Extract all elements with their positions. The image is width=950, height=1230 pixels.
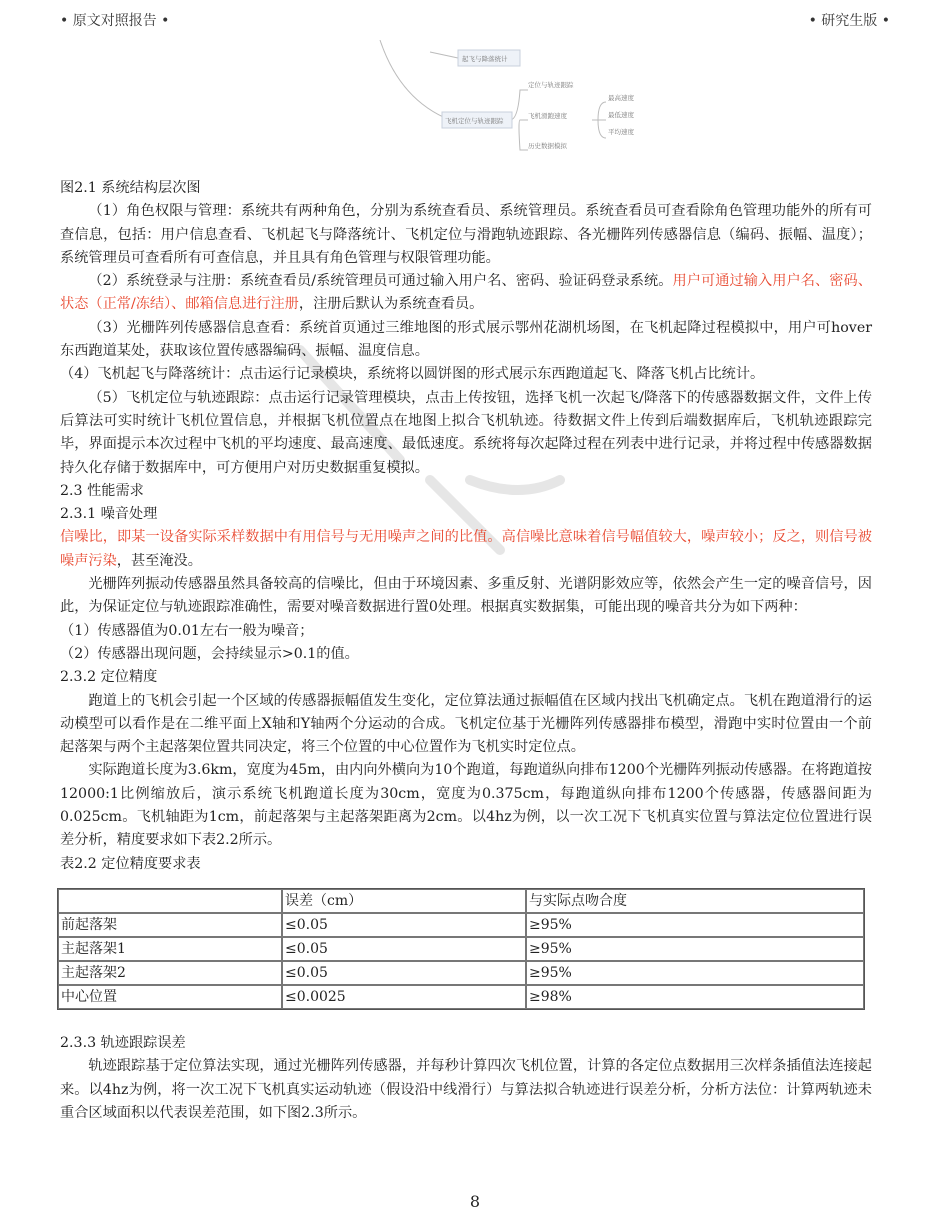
list-item: （1）传感器值为0.01左右一般为噪音； <box>60 622 314 639</box>
table-header: 误差（cm） <box>282 889 526 913</box>
diagram-node-label: 最高速度 <box>608 94 634 102</box>
diagram-node-label: 最低速度 <box>608 111 634 119</box>
text-run: （2）系统登录与注册：系统查看员/系统管理员可通过输入用户名、密码、验证码登录系统。 <box>88 273 673 290</box>
paragraph: （1）角色权限与管理：系统共有两种角色，分别为系统查看员、系统管理员。系统查看员可查看除角色管理功能外的所有可查信息，包括：用户信息查看、飞机起飞与降落统计、飞机定位与滑跑轨迹跟踪、各光栅阵列传感器信息（编码、振幅、温度）；系统管理员可查看所有可查信息，并且具有角色管理与权限管理功能。 <box>60 203 872 266</box>
table-cell: ≤0.05 <box>282 937 526 961</box>
diagram-node-label: 平均速度 <box>608 128 634 136</box>
diagram-node-label: 历史数据模拟 <box>528 142 567 150</box>
precision-table <box>57 888 865 1010</box>
paragraph: 实际跑道长度为3.6km，宽度为45m，由内向外横向为10个跑道，每跑道纵向排布1200个光栅阵列振动传感器。在将跑道按12000:1比例缩放后，演示系统飞机跑道长度为30cm，宽度为0.375cm，每跑道纵向排布1200个传感器，传感器间距为0.025cm。飞机轴距为1cm，前起落架与主起落架距离为2cm。以4hz为例，以一次工况下飞机真实位置与算法定位位置进行误差分析，精度要求如下表2.2所示。 <box>60 762 872 849</box>
table-row <box>58 913 864 937</box>
table-header: 与实际点吻合度 <box>526 889 864 913</box>
paragraph: 轨迹跟踪基于定位算法实现，通过光栅阵列传感器，并每秒计算四次飞机位置，计算的各定位点数据用三次样条插值法连接起来。以4hz为例，将一次工况下飞机真实运动轨迹（假设沿中线滑行）与算法拟合轨迹进行误差分析，分析方法位：计算两轨迹未重合区域面积以代表误差范围，如下图2.3所示。 <box>60 1058 872 1121</box>
diagram-node-label: 飞机定位与轨迹跟踪 <box>445 117 504 125</box>
header-right: • 研究生版 • <box>808 13 890 29</box>
text-run: ，注册后默认为系统查看员。 <box>298 296 484 313</box>
table-cell: ≤0.0025 <box>282 985 526 1009</box>
subsection-heading: 2.3.1 噪音处理 <box>60 506 158 523</box>
paragraph: （5）飞机定位与轨迹跟踪：点击运行记录管理模块，点击上传按钮，选择飞机一次起飞/降落下的传感器数据文件，文件上传后算法可实时统计飞机位置信息，并根据飞机位置点在地图上拟合飞机轨迹。待数据文件上传到后端数据库后，飞机轨迹跟踪完毕，界面提示本次过程中飞机的平均速度、最高速度、最低速度。系统将每次起降过程在列表中进行记录，并将过程中传感器数据持久化存储于数据库中，可方便用户对历史数据重复模拟。 <box>60 389 872 476</box>
page-number: 8 <box>469 1192 481 1211</box>
table-header-row <box>58 889 864 913</box>
table-cell: ≤0.05 <box>282 961 526 985</box>
table-cell: 中心位置 <box>58 985 282 1009</box>
diagram-node-label: 飞机滑跑速度 <box>528 112 567 120</box>
table-caption: 表2.2 定位精度要求表 <box>60 855 201 872</box>
paragraph: 光栅阵列振动传感器虽然具备较高的信噪比，但由于环境因素、多重反射、光谱阴影效应等，依然会产生一定的噪音信号，因此，为保证定位与轨迹跟踪准确性，需要对噪音数据进行置0处理。根据真实数据集，可能出现的噪音共分为如下两种： <box>60 576 872 616</box>
table-row <box>58 985 864 1009</box>
table-cell: 前起落架 <box>58 913 282 937</box>
text-run: ，甚至淹没。 <box>116 552 202 569</box>
highlighted-text: 用户可通过输入用户名、密码、状态（正常/冻结）、邮箱信息进行注册 <box>60 273 872 313</box>
table-cell: ≥95% <box>526 913 864 937</box>
table-header <box>58 889 282 913</box>
table-cell: 主起落架2 <box>58 961 282 985</box>
document-body <box>60 177 872 1125</box>
list-item: （2）传感器出现问题，会持续显示>0.1的值。 <box>60 645 359 662</box>
section-heading: 2.3 性能需求 <box>60 482 144 499</box>
paragraph <box>60 270 872 317</box>
table-cell: ≥95% <box>526 937 864 961</box>
figure-caption: 图2.1 系统结构层次图 <box>60 180 201 196</box>
diagram-node-label: 定位与轨迹跟踪 <box>528 81 574 89</box>
paragraph: 跑道上的飞机会引起一个区域的传感器振幅值发生变化，定位算法通过振幅值在区域内找出飞机确定点。飞机在跑道滑行的运动模型可以看作是在二维平面上X轴和Y轴两个分运动的合成。飞机定位基于光栅阵列传感器排布模型，滑跑中实时位置由一个前起落架与两个主起落架位置共同决定，将三个位置的中心位置作为飞机实时定位点。 <box>60 692 872 756</box>
table-cell: ≥98% <box>526 985 864 1009</box>
highlighted-text: 信噪比，即某一设备实际采样数据中有用信号与无用噪声之间的比值。高信噪比意味着信号幅值较大，噪声较小；反之，则信号被噪声污染 <box>60 529 872 569</box>
paragraph: （4）飞机起飞与降落统计：点击运行记录模块，系统将以圆饼图的形式展示东西跑道起飞、降落飞机占比统计。 <box>60 366 765 383</box>
table-row <box>58 961 864 985</box>
table-cell: ≥95% <box>526 961 864 985</box>
subsection-heading: 2.3.2 定位精度 <box>60 669 158 686</box>
subsection-heading: 2.3.3 轨迹跟踪误差 <box>60 1034 186 1051</box>
paragraph <box>60 526 872 573</box>
table-cell: ≤0.05 <box>282 913 526 937</box>
diagram-node-label: 起飞与降落统计 <box>462 55 508 63</box>
table-row <box>58 937 864 961</box>
system-structure-diagram <box>370 40 640 160</box>
table-cell: 主起落架1 <box>58 937 282 961</box>
paragraph: （3）光栅阵列传感器信息查看：系统首页通过三维地图的形式展示鄂州花湖机场图，在飞机起降过程模拟中，用户可hover东西跑道某处，获取该位置传感器编码、振幅、温度信息。 <box>60 319 872 360</box>
header-left: • 原文对照报告 • <box>60 13 170 29</box>
